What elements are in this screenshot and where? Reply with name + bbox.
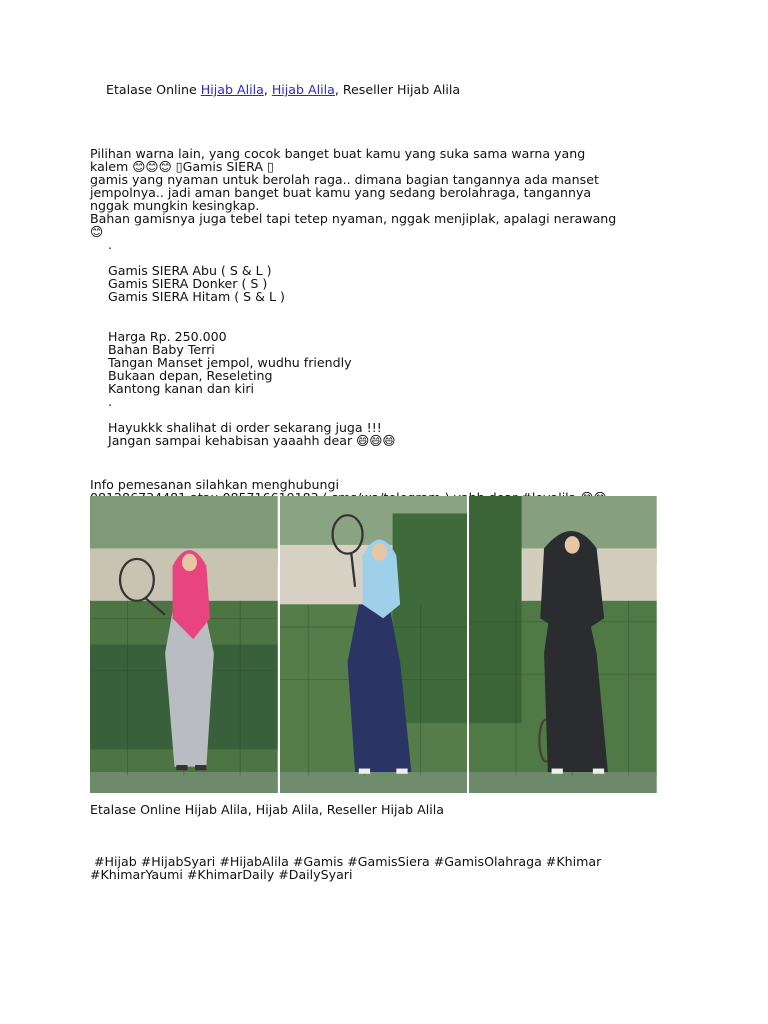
detail-item: Harga Rp. 250.000	[108, 329, 227, 344]
cta-line: Hayukkk shalihat di order sekarang juga !!!	[108, 420, 382, 435]
variant-item: Gamis SIERA Hitam ( S & L )	[108, 289, 285, 304]
header-prefix: Etalase Online	[106, 82, 201, 97]
intro-line: kalem 😊😊😊 ▯Gamis SIERA ▯	[90, 159, 274, 174]
detail-item: Bahan Baby Terri	[108, 342, 215, 357]
intro-line: Bahan gamisnya juga tebel tapi tetep nyaman, nggak menjiplak, apalagi nerawang	[90, 211, 617, 226]
intro-line: 😊	[90, 224, 104, 239]
detail-item: Kantong kanan dan kiri	[108, 381, 254, 396]
cta-line: Jangan sampai kehabisan yaaahh dear 😄😄😄	[108, 433, 396, 448]
hashtag-line: #Hijab #HijabSyari #HijabAlila #Gamis #GamisSiera #GamisOlahraga #Khimar	[90, 854, 602, 869]
product-details	[90, 330, 680, 395]
intro-line: jempolnya.. jadi aman banget buat kamu yang sedang berolahraga, tangannya	[90, 185, 592, 200]
document-body	[90, 70, 680, 517]
variant-item: Gamis SIERA Abu ( S & L )	[108, 263, 272, 278]
photo-caption: Etalase Online Hijab Alila, Hijab Alila, Reseller Hijab Alila	[90, 802, 444, 817]
intro-line: gamis yang nyaman untuk berolah raga.. dimana bagian tangannya ada manset	[90, 172, 599, 187]
detail-item: Bukaan depan, Reseleting	[108, 368, 273, 383]
intro-line: nggak mungkin kesingkap.	[90, 198, 260, 213]
photo-gamis-siera-donker	[280, 496, 468, 793]
photo-gamis-siera-hitam	[469, 496, 657, 793]
intro-paragraph	[90, 147, 680, 238]
variant-item: Gamis SIERA Donker ( S )	[108, 276, 268, 291]
hijab-alila-link-1[interactable]: Hijab Alila	[200, 82, 264, 97]
contact-line: Info pemesanan silahkan menghubungi	[90, 477, 339, 492]
header-suffix: , Reseller Hijab Alila	[334, 82, 461, 97]
dot-separator: .	[108, 394, 113, 409]
dot-separator: .	[108, 237, 113, 252]
hijab-alila-link-2[interactable]: Hijab Alila	[271, 82, 335, 97]
product-photo-collage	[90, 496, 657, 793]
call-to-action	[90, 421, 680, 447]
hashtag-block	[90, 855, 680, 881]
variant-list	[90, 264, 680, 303]
photo-gamis-siera-abu	[90, 496, 278, 793]
detail-item: Tangan Manset jempol, wudhu friendly	[108, 355, 352, 370]
header-line	[90, 70, 680, 109]
header-separator: ,	[263, 82, 272, 97]
hashtag-line: #KhimarYaumi #KhimarDaily #DailySyari	[90, 867, 353, 882]
intro-line: Pilihan warna lain, yang cocok banget buat kamu yang suka sama warna yang	[90, 146, 586, 161]
